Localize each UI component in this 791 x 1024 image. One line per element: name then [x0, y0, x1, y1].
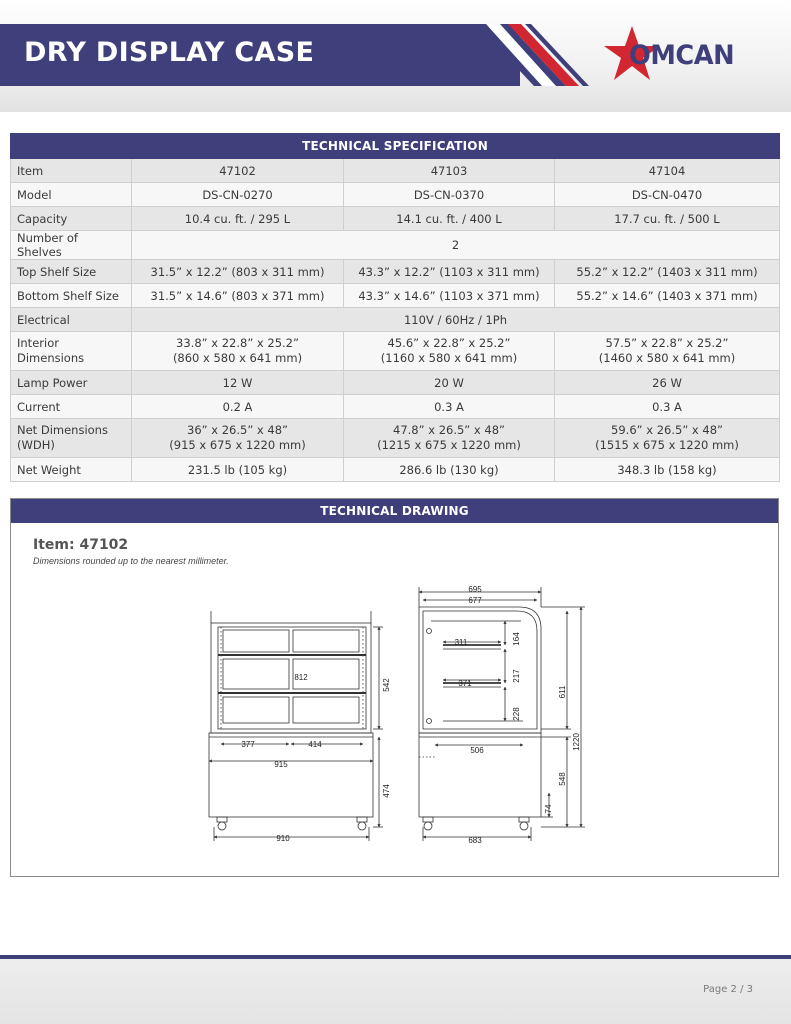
spec-cell	[555, 332, 780, 371]
spec-row-label	[11, 395, 132, 419]
spec-label-line: Interior	[17, 336, 59, 350]
spec-cell	[555, 419, 780, 458]
spec-cell-line: DS-CN-0470	[631, 187, 703, 202]
spec-cell	[555, 371, 780, 395]
dim-label: 311	[454, 638, 468, 647]
spec-cell	[555, 159, 780, 183]
page-title: DRY DISPLAY CASE	[24, 37, 315, 68]
dim-label: 910	[276, 834, 290, 843]
spec-row	[11, 284, 780, 308]
spec-cell	[344, 159, 555, 183]
spec-row-label	[11, 284, 132, 308]
dim-label: 74	[544, 804, 553, 814]
spec-cell-line: 43.3” x 12.2” (1103 x 311 mm)	[358, 264, 540, 279]
spec-cell-line: 0.2 A	[222, 399, 253, 414]
spec-cell	[132, 458, 344, 482]
spec-cell	[132, 183, 344, 207]
spec-cell-line: (1515 x 675 x 1220 mm)	[595, 438, 739, 452]
spec-row	[11, 419, 780, 458]
spec-cell-line: 26 W	[652, 375, 682, 390]
spec-cell-line: 59.6” x 26.5” x 48”	[611, 423, 723, 437]
dim-label: 474	[382, 784, 391, 798]
spec-cell	[132, 284, 344, 308]
omcan-logo: OMCAN	[629, 40, 735, 71]
spec-row	[11, 395, 780, 419]
dim-label: 683	[468, 836, 482, 845]
spec-label-line: Top Shelf Size	[17, 264, 97, 279]
spec-cell-line: 57.5” x 22.8” x 25.2”	[605, 336, 729, 350]
spec-row	[11, 159, 780, 183]
dim-label: 371	[458, 679, 472, 688]
spec-label-line: Net Weight	[17, 462, 81, 477]
spec-cell	[555, 207, 780, 231]
spec-cell-line: 47.8” x 26.5” x 48”	[393, 423, 505, 437]
spec-cell-line: 47104	[648, 163, 686, 178]
spec-cell	[344, 458, 555, 482]
spec-cell	[132, 231, 780, 260]
dim-label: 414	[308, 740, 322, 749]
spec-label-line: Electrical	[17, 312, 70, 327]
spec-row	[11, 458, 780, 482]
spec-label-line: (WDH)	[17, 438, 55, 452]
spec-cell-line: 33.8” x 22.8” x 25.2”	[176, 336, 299, 350]
spec-cell-line: (915 x 675 x 1220 mm)	[169, 438, 306, 452]
spec-label-line: Item	[17, 163, 44, 178]
spec-row-label	[11, 183, 132, 207]
spec-cell-line: DS-CN-0370	[413, 187, 485, 202]
dim-label: 542	[382, 678, 391, 692]
dim-label: 915	[274, 760, 288, 769]
spec-cell	[132, 308, 780, 332]
spec-cell	[344, 284, 555, 308]
spec-cell-line: (860 x 580 x 641 mm)	[172, 351, 303, 365]
spec-cell	[132, 159, 344, 183]
spec-row-label	[11, 371, 132, 395]
dim-label: 377	[241, 740, 255, 749]
item-title: Item: 47102	[33, 537, 129, 553]
spec-cell	[132, 207, 344, 231]
spec-row-label	[11, 207, 132, 231]
spec-cell-line: 0.3 A	[652, 399, 682, 414]
spec-cell-line: 36” x 26.5” x 48”	[187, 423, 288, 437]
dim-label: 611	[558, 685, 567, 699]
spec-row-label	[11, 308, 132, 332]
spec-cell	[344, 260, 555, 284]
spec-cell-line: 45.6” x 22.8” x 25.2”	[387, 336, 511, 350]
spec-cell-line: 47102	[219, 163, 256, 178]
spec-cell-line: 20 W	[434, 375, 464, 390]
spec-cell	[555, 183, 780, 207]
spec-label-line: Net Dimensions	[17, 423, 108, 437]
spec-table	[10, 133, 780, 482]
spec-cell	[344, 371, 555, 395]
spec-cell	[344, 183, 555, 207]
spec-table-body	[11, 159, 780, 482]
page-number: Page 2 / 3	[703, 984, 753, 995]
spec-cell-line: 2	[451, 238, 460, 252]
dim-label: 217	[512, 669, 521, 683]
spec-table-title: TECHNICAL SPECIFICATION	[11, 134, 780, 159]
spec-row-label	[11, 159, 132, 183]
spec-row	[11, 308, 780, 332]
spec-cell-line: DS-CN-0270	[202, 187, 273, 202]
spec-cell-line: 231.5 lb (105 kg)	[187, 462, 288, 477]
spec-cell-line: 14.1 cu. ft. / 400 L	[396, 211, 502, 226]
spec-row-label	[11, 260, 132, 284]
dim-label: 695	[468, 585, 482, 594]
spec-row	[11, 183, 780, 207]
spec-cell-line: 0.3 A	[434, 399, 464, 414]
drawing-panel	[10, 498, 779, 877]
spec-row	[11, 207, 780, 231]
side-view-labels	[455, 585, 581, 845]
spec-label-line: Capacity	[17, 211, 68, 226]
spec-row	[11, 332, 780, 371]
spec-cell-line: (1460 x 580 x 641 mm)	[598, 351, 736, 365]
drawing-title: TECHNICAL DRAWING	[11, 499, 778, 523]
spec-row-label	[11, 332, 132, 371]
spec-cell-line: 12 W	[222, 375, 253, 390]
spec-cell	[132, 371, 344, 395]
spec-row	[11, 260, 780, 284]
side-view	[419, 587, 585, 841]
spec-label-line: Model	[17, 187, 52, 202]
dim-label: 506	[470, 746, 484, 755]
spec-row-label	[11, 419, 132, 458]
spec-cell-line: 31.5” x 12.2” (803 x 311 mm)	[150, 264, 325, 279]
spec-cell	[555, 395, 780, 419]
front-view	[209, 611, 383, 841]
spec-cell	[555, 458, 780, 482]
front-view-labels	[241, 673, 391, 843]
spec-cell	[555, 260, 780, 284]
spec-cell-line: 55.2” x 14.6” (1403 x 371 mm)	[576, 288, 758, 303]
spec-row-label	[11, 458, 132, 482]
dim-label: 677	[468, 596, 482, 605]
technical-drawing	[11, 499, 778, 876]
spec-label-line: Lamp Power	[17, 375, 88, 390]
spec-cell	[344, 395, 555, 419]
spec-cell-line: 43.3” x 14.6” (1103 x 371 mm)	[358, 288, 540, 303]
spec-cell	[132, 395, 344, 419]
spec-row	[11, 371, 780, 395]
dim-label: 164	[512, 632, 521, 646]
spec-cell-line: (1215 x 675 x 1220 mm)	[377, 438, 521, 452]
dim-label: 812	[294, 673, 308, 682]
spec-cell-line: 17.7 cu. ft. / 500 L	[614, 211, 720, 226]
spec-cell-line: (1160 x 580 x 641 mm)	[380, 351, 518, 365]
spec-cell-line: 348.3 lb (158 kg)	[617, 462, 717, 477]
footer-band	[0, 955, 791, 1024]
spec-cell	[132, 260, 344, 284]
spec-cell-line: 10.4 cu. ft. / 295 L	[184, 211, 291, 226]
spec-cell-line: 286.6 lb (130 kg)	[399, 462, 499, 477]
spec-cell	[344, 332, 555, 371]
spec-cell	[555, 284, 780, 308]
dim-label: 228	[512, 707, 521, 721]
spec-cell	[132, 332, 344, 371]
spec-label-line: Bottom Shelf Size	[17, 288, 120, 303]
spec-cell-line: 110V / 60Hz / 1Ph	[403, 312, 508, 327]
spec-cell	[344, 207, 555, 231]
spec-label-line: Dimensions	[17, 351, 85, 365]
dim-label: 548	[558, 772, 567, 786]
dim-label: 1220	[572, 733, 581, 751]
spec-cell-line: 55.2” x 12.2” (1403 x 311 mm)	[576, 264, 758, 279]
spec-label-line: Number of Shelves	[17, 231, 78, 259]
spec-cell-line: 31.5” x 14.6” (803 x 371 mm)	[150, 288, 325, 303]
spec-row-label	[11, 231, 132, 260]
spec-cell-line: 47103	[430, 163, 468, 178]
spec-label-line: Current	[17, 399, 61, 414]
dimension-note: Dimensions rounded up to the nearest millimeter.	[33, 556, 229, 566]
spec-cell	[132, 419, 344, 458]
spec-row	[11, 231, 780, 260]
spec-cell	[344, 419, 555, 458]
